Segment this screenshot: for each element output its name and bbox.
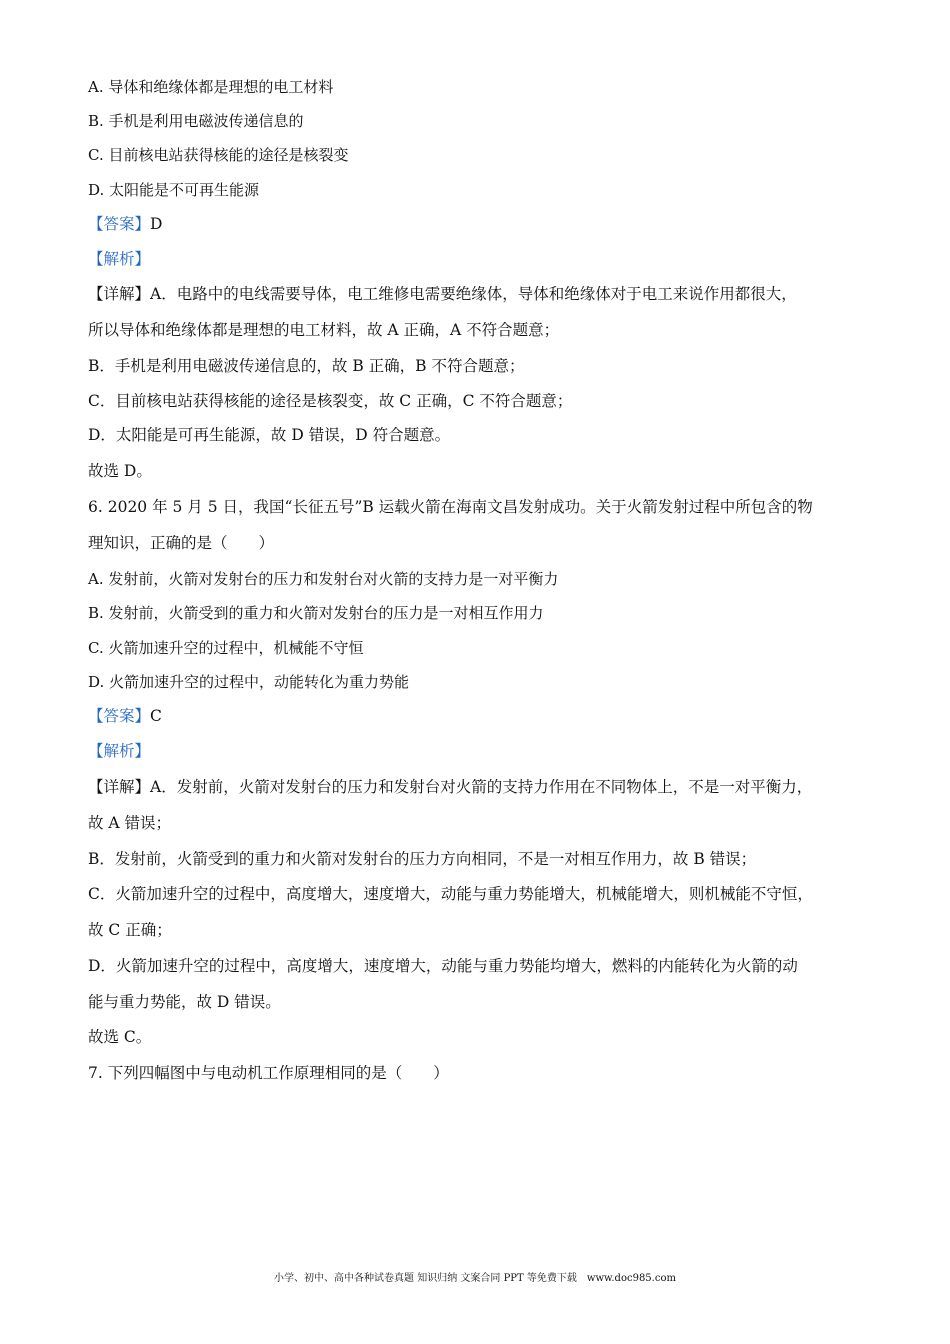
q6-detail-line: C．火箭加速升空的过程中，高度增大，速度增大，动能与重力势能增大，机械能增大，则机械能不守恒，: [88, 885, 813, 903]
q6-detail-line: 故 A 错误；: [88, 814, 172, 832]
q5-option-b: B. 手机是利用电磁波传递信息的: [88, 112, 304, 130]
q6-option-c: C. 火箭加速升空的过程中，机械能不守恒: [88, 639, 364, 657]
q6-analysis-label: 【解析】: [88, 742, 151, 760]
q5-detail-line: C．目前核电站获得核能的途径是核裂变，故 C 正确，C 不符合题意；: [88, 392, 573, 410]
q6-detail-line: B．发射前，火箭受到的重力和火箭对发射台的压力方向相同，不是一对相互作用力，故 B 错误；: [88, 850, 757, 868]
q5-detail-line: D．太阳能是可再生能源，故 D 错误，D 符合题意。: [88, 426, 451, 444]
q6-option-d: D. 火箭加速升空的过程中，动能转化为重力势能: [88, 673, 410, 691]
q5-option-c: C. 目前核电站获得核能的途径是核裂变: [88, 146, 349, 164]
q6-detail-line: 故 C 正确；: [88, 921, 172, 939]
q5-detail-line: B．手机是利用电磁波传递信息的，故 B 正确，B 不符合题意；: [88, 357, 525, 375]
answer-value: D: [150, 215, 163, 233]
q5-answer: [88, 214, 162, 234]
page-footer: 小学、初中、高中各种试卷真题 知识归纳 文案合同 PPT 等免费下载 www.doc985.com: [274, 1273, 676, 1284]
q5-option-d: D. 太阳能是不可再生能源: [88, 181, 260, 199]
q7-stem: 7. 下列四幅图中与电动机工作原理相同的是（ ）: [88, 1064, 449, 1082]
q5-detail-line: [88, 284, 797, 304]
q5-detail-line: 所以导体和绝缘体都是理想的电工材料，故 A 正确，A 不符合题意；: [88, 321, 560, 339]
answer-value: C: [150, 707, 162, 725]
q6-answer: [88, 706, 162, 726]
q6-stem-line: 理知识，正确的是（ ）: [88, 534, 275, 552]
answer-label: 【答案】: [88, 215, 151, 233]
q5-option-a: A. 导体和绝缘体都是理想的电工材料: [88, 78, 334, 96]
q6-detail-line: 能与重力势能，故 D 错误。: [88, 993, 281, 1011]
answer-label: 【答案】: [88, 707, 151, 725]
q6-stem-line: 6. 2020 年 5 月 5 日，我国“长征五号”B 运载火箭在海南文昌发射成功。关于火箭发射过程中所包含的物: [88, 498, 813, 516]
q6-option-a: A. 发射前，火箭对发射台的压力和发射台对火箭的支持力是一对平衡力: [88, 570, 559, 588]
q6-detail-line: D．火箭加速升空的过程中，高度增大，速度增大，动能与重力势能均增大，燃料的内能转化为火箭的动: [88, 957, 798, 975]
q5-analysis-label: 【解析】: [88, 250, 151, 268]
q6-detail-line: [88, 777, 812, 797]
detail-label: 【详解】: [88, 778, 151, 796]
detail-text: A．电路中的电线需要导体，电工维修电需要绝缘体，导体和绝缘体对于电工来说作用都很大，: [150, 285, 797, 303]
detail-text: A．发射前，火箭对发射台的压力和发射台对火箭的支持力作用在不同物体上，不是一对平衡力，: [150, 778, 813, 796]
q6-option-b: B. 发射前，火箭受到的重力和火箭对发射台的压力是一对相互作用力: [88, 604, 544, 622]
q6-conclusion: 故选 C。: [88, 1028, 152, 1046]
detail-label: 【详解】: [88, 285, 151, 303]
q5-conclusion: 故选 D。: [88, 462, 152, 480]
